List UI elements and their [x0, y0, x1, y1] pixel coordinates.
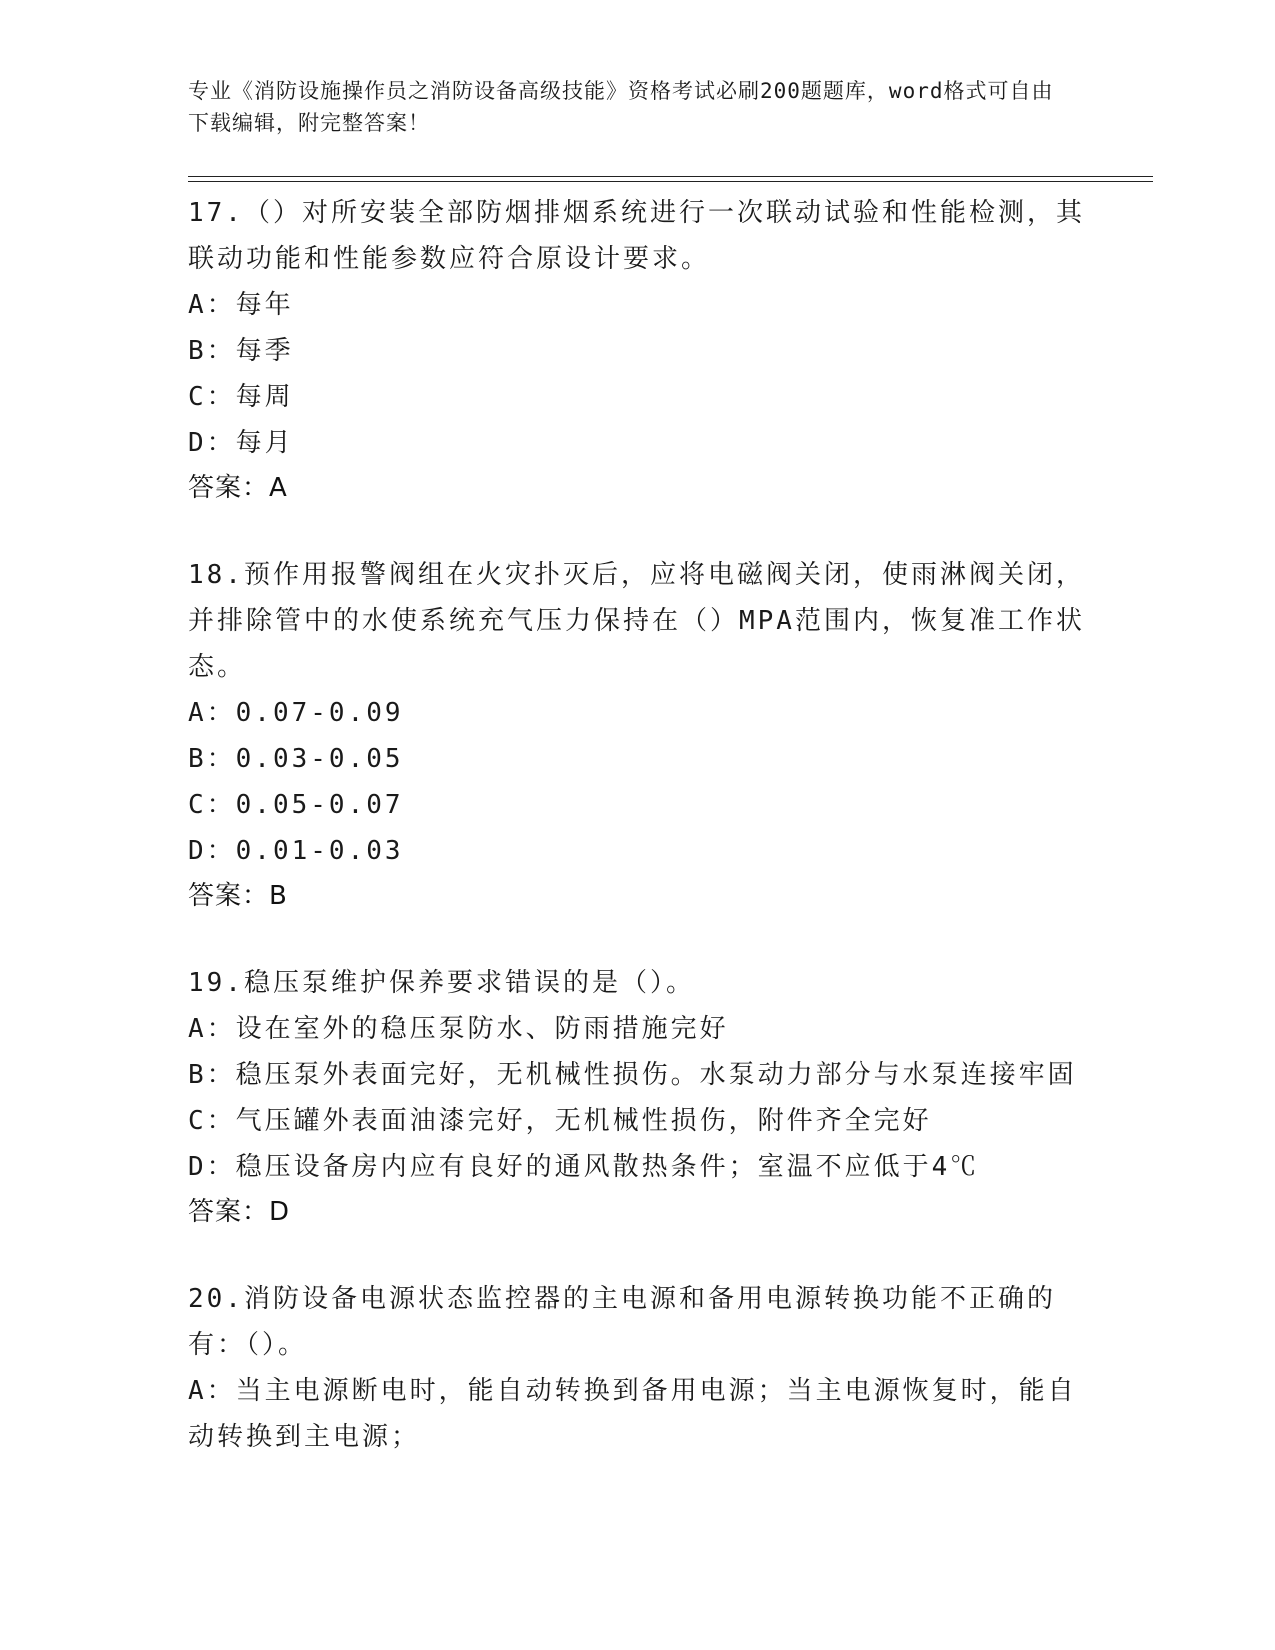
option-d: D：0.01-0.03 — [188, 836, 404, 866]
question-stem: 19.稳压泵维护保养要求错误的是（）。 — [188, 968, 695, 998]
answer: 答案：D — [188, 1197, 291, 1227]
header-divider-bottom — [188, 181, 1153, 182]
answer: 答案：A — [188, 473, 288, 503]
question-list — [188, 190, 1088, 1460]
option-b: B：每季 — [188, 336, 294, 366]
option-c: C：每周 — [188, 382, 294, 412]
question-stem: 18.预作用报警阀组在火灾扑灭后，应将电磁阀关闭，使雨淋阀关闭，并排除管中的水使系统充气压力保持在（）MPA范围内，恢复准工作状态。 — [188, 560, 1085, 682]
question-stem: 17.（）对所安装全部防烟排烟系统进行一次联动试验和性能检测，其联动功能和性能参数应符合原设计要求。 — [188, 198, 1085, 274]
option-c: C：气压罐外表面油漆完好，无机械性损伤，附件齐全完好 — [188, 1106, 932, 1136]
option-a: A：当主电源断电时，能自动转换到备用电源；当主电源恢复时，能自动转换到主电源； — [188, 1376, 1077, 1452]
question-20 — [188, 1276, 1088, 1460]
option-b: B：0.03-0.05 — [188, 744, 404, 774]
option-d: D：稳压设备房内应有良好的通风散热条件；室温不应低于4℃ — [188, 1152, 980, 1182]
option-c: C：0.05-0.07 — [188, 790, 404, 820]
question-stem: 20.消防设备电源状态监控器的主电源和备用电源转换功能不正确的有：（）。 — [188, 1284, 1056, 1360]
option-a: A：每年 — [188, 290, 294, 320]
option-b: B：稳压泵外表面完好，无机械性损伤。水泵动力部分与水泵连接牢固 — [188, 1060, 1077, 1090]
option-a: A：设在室外的稳压泵防水、防雨措施完好 — [188, 1014, 729, 1044]
header-divider-top — [188, 176, 1153, 177]
option-a: A：0.07-0.09 — [188, 698, 404, 728]
option-d: D：每月 — [188, 428, 294, 458]
document-header: 专业《消防设施操作员之消防设备高级技能》资格考试必刷200题题库，word格式可自由下载编辑，附完整答案！ — [188, 79, 1054, 135]
question-17 — [188, 190, 1088, 510]
question-19 — [188, 960, 1088, 1234]
answer: 答案：B — [188, 881, 288, 911]
question-18 — [188, 552, 1088, 918]
